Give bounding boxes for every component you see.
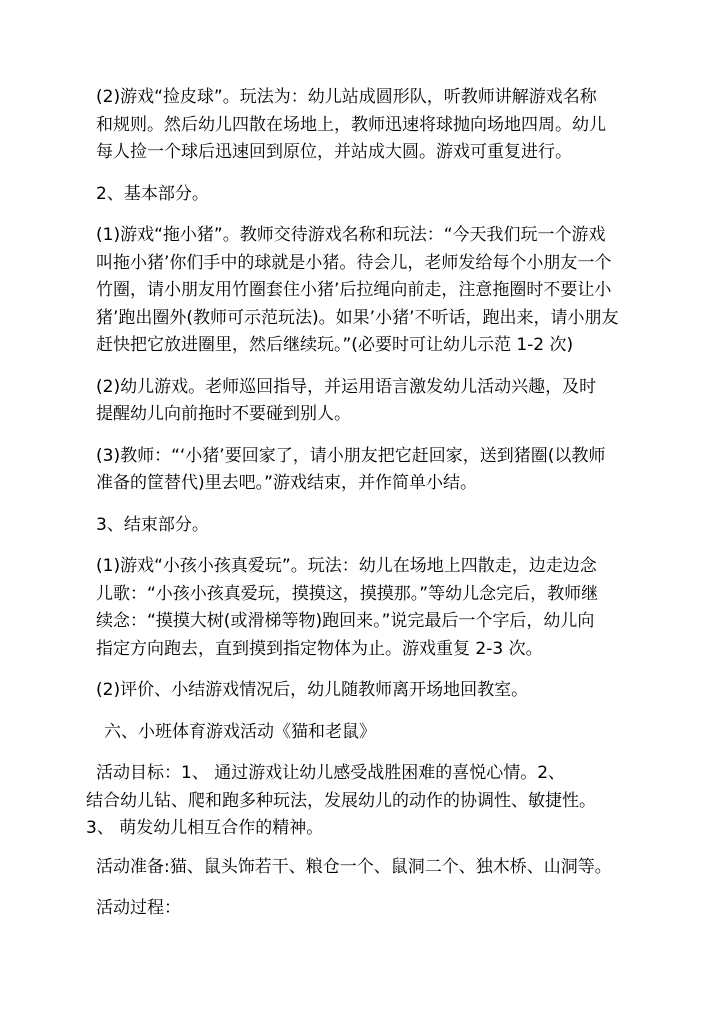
paragraph-pick-ball-game: [86, 84, 658, 167]
text-line: 每人捡一个球后迅速回到原位，并站成大圆。游戏可重复进行。: [96, 142, 572, 162]
paragraph-children-play: [86, 374, 658, 429]
text-line: 3、 萌发幼儿相互合作的精神。: [86, 818, 324, 838]
text-line: 准备的筐替代)里去吧。”游戏结束，并作简单小结。: [96, 473, 477, 493]
text-line: 指定方向跑去，直到摸到指定物体为止。游戏重复 2-3 次。: [96, 638, 543, 659]
text-line: 赶快把它放进圈里，然后继续玩。”(必要时可让幼儿示范 1-2 次): [96, 335, 574, 355]
paragraph-activity-process: [86, 895, 658, 923]
text-line: 竹圈，请小朋友用竹圈套住小猪’后拉绳向前走，注意拖圈时不要让小: [96, 280, 612, 300]
paragraph-teacher-closing: [86, 443, 658, 498]
text-line: 和规则。然后幼儿四散在场地上，教师迅速将球抛向场地四周。幼儿: [96, 114, 606, 135]
text-line: 叫拖小猪’你们手中的球就是小猪。待会儿，老师发给每个小朋友一个: [96, 252, 612, 273]
text-line: 结合幼儿钻、爬和跑多种玩法，发展幼儿的动作的协调性、敏捷性。: [86, 790, 596, 811]
text-line: 猪’跑出圈外(教师可示范玩法)。如果’小猪’不听话，跑出来，请小朋友: [96, 307, 619, 328]
text-line: (1)游戏“拖小猪”。教师交待游戏名称和玩法：“今天我们玩一个游戏: [96, 225, 606, 245]
paragraph-activity-goals: [86, 760, 658, 843]
text-line: 儿歌：“小孩小孩真爱玩，摸摸这，摸摸那。”等幼儿念完后，教师继: [96, 583, 599, 604]
paragraph-activity-preparation: [86, 854, 658, 882]
heading-text: 3、结束部分。: [96, 514, 209, 535]
heading-ending-part: [86, 512, 658, 540]
paragraph-kids-love-play-game: [86, 553, 658, 663]
text-line: (2)游戏“捡皮球”。玩法为：幼儿站成圆形队，听教师讲解游戏名称: [96, 87, 597, 107]
paragraph-evaluation: [86, 677, 658, 705]
text-line: 提醒幼儿向前拖时不要碰到别人。: [96, 404, 351, 424]
text-line: (3)教师：“‘小猪’要回家了，请小朋友把它赶回家，送到猪圈(以教师: [96, 445, 606, 466]
heading-text: 2、基本部分。: [96, 183, 209, 204]
heading-basic-part: [86, 181, 658, 209]
paragraph-drag-piggy-game: [86, 222, 658, 360]
text-line: (2)幼儿游戏。老师巡回指导，并运用语言激发幼儿活动兴趣，及时: [96, 376, 597, 397]
section-title-cat-and-mouse: [86, 719, 658, 747]
text-line: 活动准备:猫、鼠头饰若干、粮仓一个、鼠洞二个、独木桥、山洞等。: [96, 856, 612, 877]
text-line: 活动过程：: [96, 898, 181, 918]
section-title-text: 六、小班体育游戏活动《猫和老鼠》: [104, 721, 376, 742]
text-line: 活动目标：1、 通过游戏让幼儿感受战胜困难的喜悦心情。2、: [96, 763, 566, 783]
text-line: 续念：“摸摸大树(或滑梯等物)跑回来。”说完最后一个字后，幼儿向: [96, 611, 595, 631]
text-line: (1)游戏“小孩小孩真爱玩”。玩法：幼儿在场地上四散走，边走边念: [96, 556, 597, 576]
text-line: (2)评价、小结游戏情况后，幼儿随教师离开场地回教室。: [96, 680, 529, 700]
